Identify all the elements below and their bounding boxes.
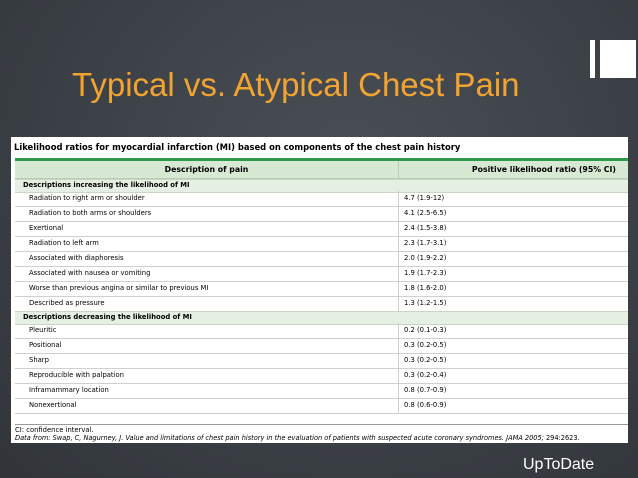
row-likelihood-ratio: 0.8 (0.7-0.9) <box>404 386 447 394</box>
row-likelihood-ratio: 4.1 (2.5-6.5) <box>404 209 447 217</box>
footnote-source-citation: Data from: Swap, C, Nagurney, J. Value and limitations of chest pain history in the evaluation of patients with suspected acute coronary syndromes. JAMA 2005; <box>15 434 544 442</box>
column-divider <box>398 251 399 266</box>
table-row <box>15 206 628 222</box>
decorative-bar-block <box>600 40 636 78</box>
row-description: Described as pressure <box>29 299 105 307</box>
table-row <box>15 236 628 252</box>
table-row <box>15 353 628 369</box>
table-row <box>15 368 628 384</box>
table-row <box>15 338 628 354</box>
column-divider <box>398 383 399 398</box>
row-likelihood-ratio: 4.7 (1.9-12) <box>404 194 445 202</box>
column-divider <box>398 206 399 221</box>
source-label: UpToDate <box>523 456 595 473</box>
column-divider <box>398 323 399 338</box>
row-likelihood-ratio: 2.4 (1.5-3.8) <box>404 224 447 232</box>
slide-title: Typical vs. Atypical Chest Pain <box>72 66 520 103</box>
table-row <box>15 191 628 207</box>
section-label: Descriptions increasing the likelihood of MI <box>23 181 190 189</box>
table-row <box>15 221 628 237</box>
row-likelihood-ratio: 1.9 (1.7-2.3) <box>404 269 447 277</box>
table-row <box>15 383 628 399</box>
row-description: Nonexertional <box>29 401 77 409</box>
row-likelihood-ratio: 1.3 (1.2-1.5) <box>404 299 447 307</box>
row-description: Radiation to right arm or shoulder <box>29 194 145 202</box>
row-description: Radiation to both arms or shoulders <box>29 209 152 217</box>
row-description: Associated with diaphoresis <box>29 254 124 262</box>
row-description: Reproducible with palpation <box>29 371 124 379</box>
row-likelihood-ratio: 1.8 (1.6-2.0) <box>404 284 447 292</box>
table-header-row <box>15 161 628 179</box>
row-likelihood-ratio: 0.2 (0.1-0.3) <box>404 326 447 334</box>
header-divider <box>398 161 399 178</box>
column-divider <box>398 266 399 281</box>
row-likelihood-ratio: 0.3 (0.2-0.4) <box>404 371 447 379</box>
column-divider <box>398 353 399 368</box>
row-description: Positional <box>29 341 62 349</box>
column-divider <box>398 281 399 296</box>
table-row <box>15 266 628 282</box>
footnote-abbrev: CI: confidence interval. <box>15 426 94 434</box>
column-divider <box>398 398 399 413</box>
column-divider <box>398 191 399 206</box>
table-row <box>15 323 628 339</box>
column-divider <box>398 368 399 383</box>
row-description: Worse than previous angina or similar to previous MI <box>29 284 209 292</box>
decorative-bar-thin <box>590 40 595 78</box>
footnote-source <box>15 434 580 442</box>
section-label: Descriptions decreasing the likelihood of MI <box>23 313 192 321</box>
column-divider <box>398 236 399 251</box>
table-row <box>15 251 628 267</box>
column-divider <box>398 221 399 236</box>
table-row <box>15 296 628 312</box>
row-description: Exertional <box>29 224 64 232</box>
column-header-ratio: Positive likelihood ratio (95% CI) <box>471 165 616 174</box>
row-likelihood-ratio: 0.8 (0.6-0.9) <box>404 401 447 409</box>
row-likelihood-ratio: 2.0 (1.9-2.2) <box>404 254 447 262</box>
column-header-description: Description of pain <box>164 165 249 174</box>
table-caption: Likelihood ratios for myocardial infarction (MI) based on components of the chest pain history <box>14 142 461 152</box>
row-description: Sharp <box>29 356 49 364</box>
table-footnote <box>15 424 628 443</box>
row-description: Pleuritic <box>29 326 57 334</box>
column-divider <box>398 296 399 311</box>
row-description: Inframammary location <box>29 386 109 394</box>
column-divider <box>398 338 399 353</box>
row-description: Radiation to left arm <box>29 239 99 247</box>
row-description: Associated with nausea or vomiting <box>29 269 151 277</box>
row-likelihood-ratio: 2.3 (1.7-3.1) <box>404 239 447 247</box>
footnote-source-pages: 294:2623. <box>543 434 580 442</box>
table-row <box>15 398 628 414</box>
row-likelihood-ratio: 0.3 (0.2-0.5) <box>404 341 447 349</box>
table-row <box>15 281 628 297</box>
likelihood-table <box>11 137 628 443</box>
row-likelihood-ratio: 0.3 (0.2-0.5) <box>404 356 447 364</box>
